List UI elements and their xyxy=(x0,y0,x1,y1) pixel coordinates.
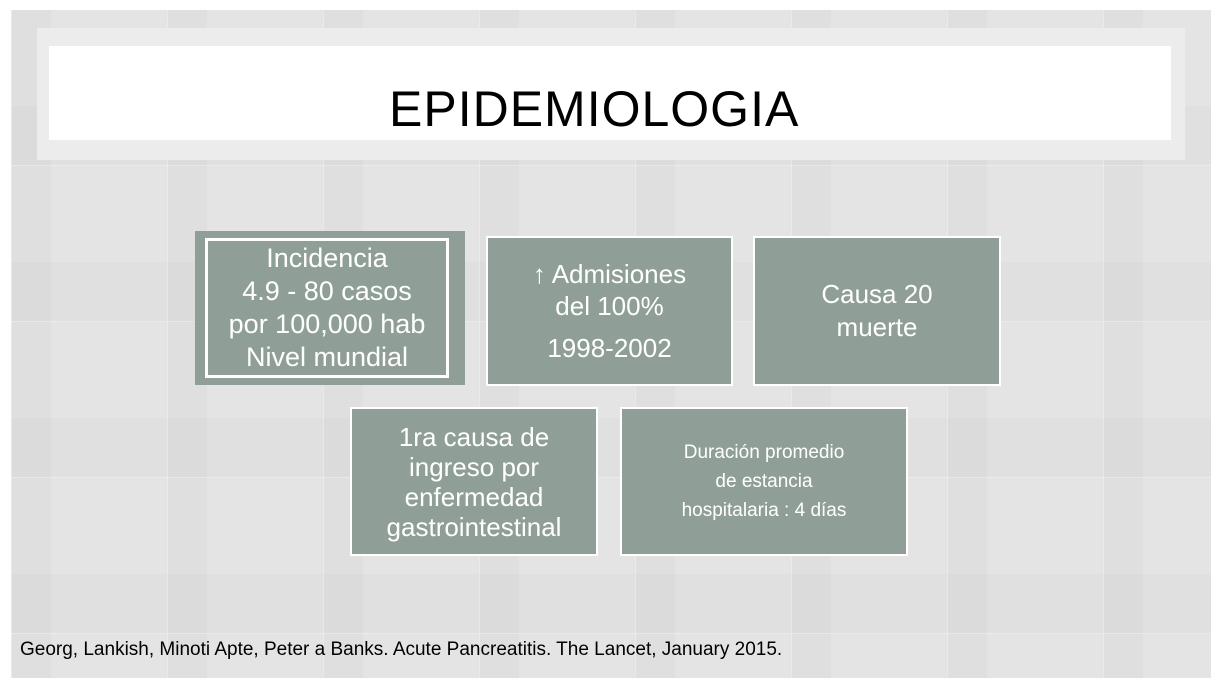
stay-label: Duración promedio xyxy=(683,442,845,463)
admission-cause-line1: 1ra causa de xyxy=(398,421,550,452)
stay-value: hospitalaria : 4 días xyxy=(681,500,847,521)
slide-title: EPIDEMIOLOGIA xyxy=(389,81,800,137)
incidence-label: Incidencia xyxy=(266,243,388,273)
admission-cause-line2: ingreso por xyxy=(408,451,540,482)
card-admissions xyxy=(486,236,733,386)
admission-cause-line3: enfermedad xyxy=(404,481,544,512)
slide xyxy=(11,10,1211,678)
citation: Georg, Lankish, Minoti Apte, Peter a Banks. Acute Pancreatitis. The Lancet, January 2015. xyxy=(20,639,783,660)
stay-label-2: de estancia xyxy=(715,471,813,492)
incidence-per: por 100,000 hab xyxy=(228,309,426,339)
admission-cause-line4: gastrointestinal xyxy=(386,511,562,542)
card-admission-cause xyxy=(350,407,598,556)
incidence-scope: Nivel mundial xyxy=(245,342,409,372)
cause-death-label: muerte xyxy=(836,312,918,342)
admissions-period: 1998-2002 xyxy=(547,333,672,363)
incidence-range: 4.9 - 80 casos xyxy=(242,276,412,306)
card-incidence xyxy=(195,231,465,385)
card-hospital-stay xyxy=(620,407,908,556)
card-cause-death xyxy=(753,236,1001,386)
card-incidence-frame xyxy=(205,238,449,378)
cause-death-rank: Causa 20 xyxy=(821,279,933,309)
admissions-percent: del 100% xyxy=(555,291,664,321)
admissions-label: ↑ Admisiones xyxy=(532,259,687,289)
